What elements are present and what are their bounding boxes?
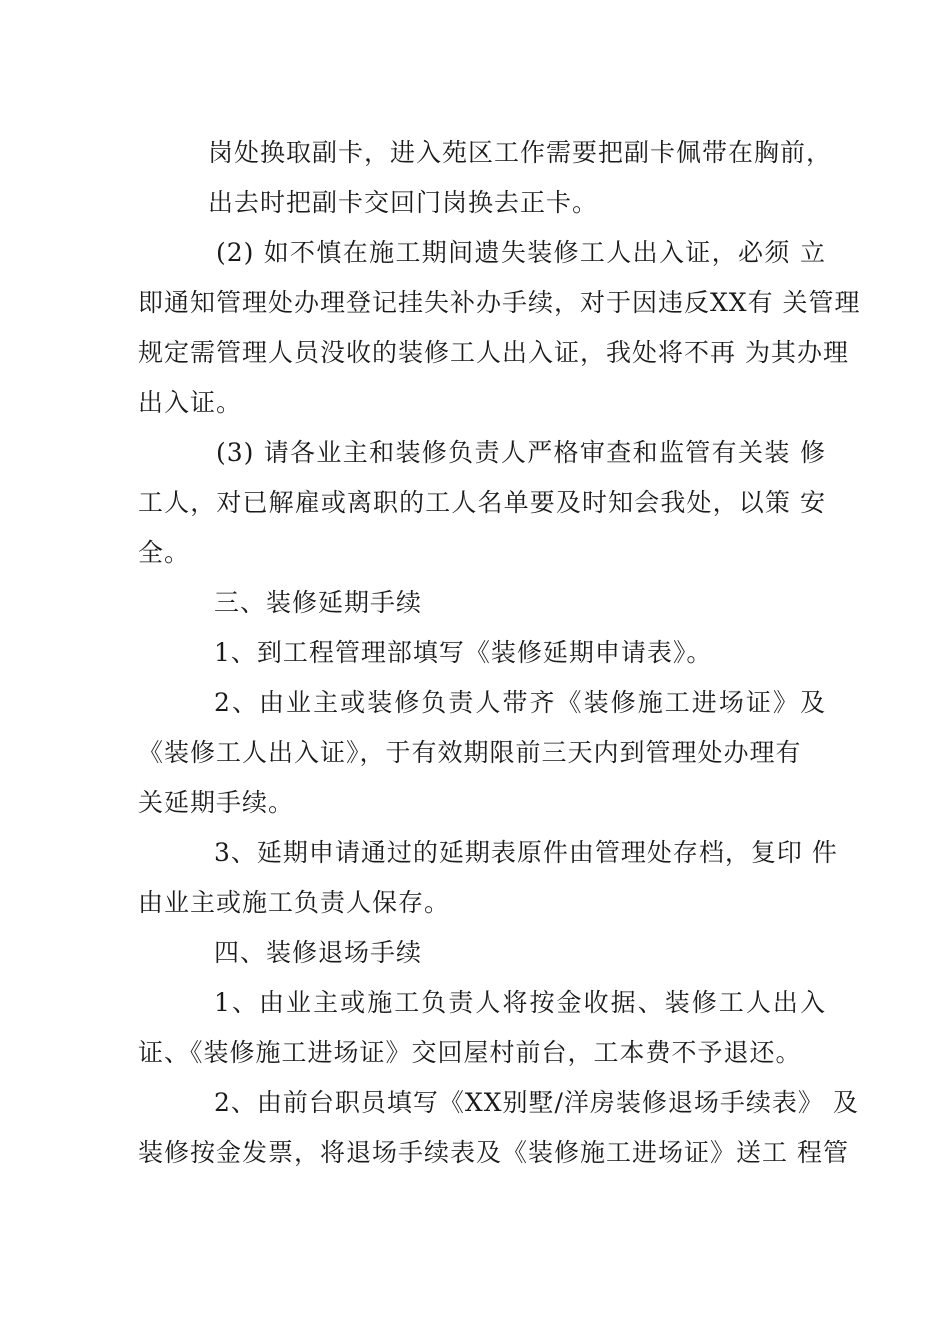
paragraph-line: 1、由业主或施工负责人将按金收据、装修工人出入 bbox=[214, 988, 826, 1017]
paragraph-line: 2、由业主或装修负责人带齐《装修施工进场证》及 bbox=[214, 688, 826, 717]
paragraph-line: 工人，对已解雇或离职的工人名单要及时知会我处，以策 安 bbox=[138, 488, 826, 517]
paragraph-line: 岗处换取副卡，进入苑区工作需要把副卡佩带在胸前， bbox=[208, 138, 833, 167]
paragraph-line: 全。 bbox=[138, 538, 191, 567]
paragraph-line: 规定需管理人员没收的装修工人出入证，我处将不再 为其办理 bbox=[138, 338, 849, 367]
paragraph-line: 出去时把副卡交回门岗换去正卡。 bbox=[208, 188, 599, 217]
paragraph-line: 1、到工程管理部填写《装修延期申请表》。 bbox=[214, 638, 713, 667]
section-heading: 四、装修退场手续 bbox=[214, 938, 423, 967]
paragraph-line: 即通知管理处办理登记挂失补办手续，对于因违反XX有 关管理 bbox=[138, 288, 861, 317]
list-item-3: (3) 请各业主和装修负责人严格审查和监管有关装 修 bbox=[216, 438, 826, 467]
list-item-2: (2) 如不慎在施工期间遗失装修工人出入证，必须 立 bbox=[216, 238, 826, 267]
paragraph-line: 出入证。 bbox=[138, 388, 243, 417]
paragraph-line: 证、《装修施工进场证》交回屋村前台，工本费不予退还。 bbox=[138, 1038, 802, 1067]
section-heading: 三、装修延期手续 bbox=[214, 588, 423, 617]
paragraph-line: 关延期手续。 bbox=[138, 788, 295, 817]
paragraph-line: 《装修工人出入证》，于有效期限前三天内到管理处办理有 bbox=[138, 738, 802, 767]
paragraph-line: 2、由前台职员填写《XX别墅/洋房装修退场手续表》 及 bbox=[214, 1088, 859, 1117]
paragraph-line: 由业主或施工负责人保存。 bbox=[138, 888, 451, 917]
paragraph-line: 3、延期申请通过的延期表原件由管理处存档，复印 件 bbox=[214, 838, 838, 867]
paragraph-line: 装修按金发票，将退场手续表及《装修施工进场证》送工 程管 bbox=[138, 1138, 849, 1167]
